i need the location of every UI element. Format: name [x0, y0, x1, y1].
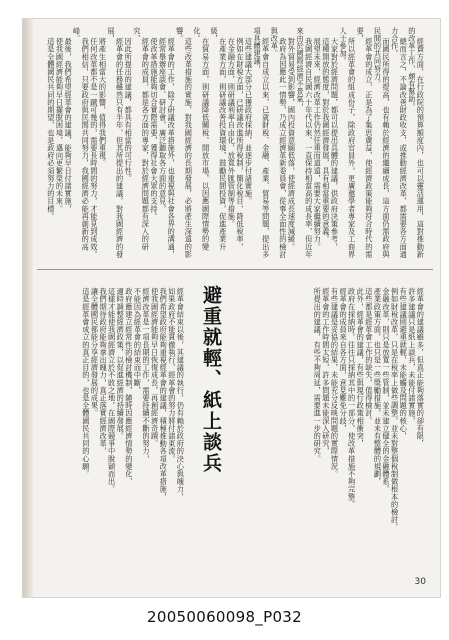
text-col: 有些建議則避重就輕，未能觸及問題的核心，: [399, 287, 409, 440]
text-col: 將產生相當大的影響，值得我們重視。: [98, 37, 108, 167]
text-col: 因此所提出的建議，都具有相當的可行性。: [124, 37, 134, 183]
text-col: 產業政策方面，也只是一些獎勵措施，並未有整體的規劃，: [373, 287, 383, 486]
text-col: 我國經濟自民國六十年代以來，一直保持相當高的成長率，但近年來由於國際經濟不景氣，: [296, 27, 314, 259]
text-col: 適時調整經濟政策，以促進經濟的持續發展。: [116, 287, 126, 440]
text-col: 不能因為經革會的結束而中斷，: [133, 287, 143, 395]
text-col: 這些建議大部分已獲政府採納，並逐步付諸實施。: [244, 37, 254, 205]
text-col: 經革會的成員來自各方面，意見難免分歧，: [339, 287, 349, 433]
text-col: 經革會的任務雖然只有半年，但其所提出的建議，對我國經濟的發展，: [107, 27, 125, 259]
text-col: 經革會結束以後，其建議的執行，仍有賴於政府的決心與魄力，: [176, 287, 186, 501]
text-col: 經革會的建議雖多，但真正能夠落實的卻有限，: [416, 287, 426, 448]
text-col: 任何改革都不是一蹴可幾的，需要長時間的努力，才能見到成效。: [89, 37, 99, 259]
text-col: 這是全體國民共同的期望，也是政府必須努力的目標。: [46, 37, 56, 221]
text-col: 此外，經革會的建議，有些與現行政策相衝突，: [356, 287, 366, 448]
text-col: 經費方面，在行政院的預算額度內，也可以靈活運用，這對推動新的改革工作，頗有幫助。: [407, 27, 426, 259]
text-col: 這樣才能使我國經濟立於不敗之地，在國際競爭中脫穎而出。: [107, 287, 117, 493]
text-col: 對外貿易受到影響，國內投資意願低落，使經濟成長速度減緩。: [287, 37, 297, 251]
band-divider: [37, 269, 433, 270]
text-col: 最後，我們希望經革會的建議，能夠早日付諸實施，: [64, 37, 74, 213]
text-col: 經革會的工作時間太短，許多問題未能深入研究，: [321, 287, 331, 455]
page-number: 30: [414, 577, 426, 587]
text-col: 這些改革措施的實施，對我國經濟的長期發展，必將產生深遠的影響。: [175, 27, 194, 259]
top-text-block: [37, 27, 433, 263]
section-heading: 避重就輕、紙上談兵: [200, 285, 222, 474]
text-col: 這些都是經革會工作的缺失，值得檢討。: [364, 287, 374, 425]
text-col: 政府應建立經常性的檢討機制，隨時因應經濟情勢的變化，: [124, 287, 134, 486]
bottom-text-block-right: [235, 277, 433, 577]
text-col: 展望未來，經濟改革工作仍然任重而道遠，需要大家繼續努力。: [313, 37, 323, 251]
text-col: 經革會的成立，正是為了集思廣益，使經濟政策能夠符合時代的需要，: [356, 27, 374, 259]
text-col: 使我國經濟能夠早日恢復成長，再創經濟奇蹟。: [150, 287, 160, 448]
text-col: 在產業方面，則研議改善投資環境，鼓勵民間投資，促進產業升級，: [210, 27, 228, 251]
text-col: 在金融方面，則研議利率自由化，放寬外匯管制等措施。: [227, 37, 237, 228]
text-col: 而國民所得的提高，也有賴於經濟的繼續成長，這方面仍需政府與民間的共同努力。: [373, 27, 392, 259]
text-col: 金融改革，則只是放寬一些管制，並未建立健全的金融體系。: [382, 287, 392, 493]
text-col: 這種開放的態度，對於我國經濟發展，具有相當重要的意義。: [321, 37, 331, 243]
text-col: 使改革措施能夠切合實際需要，獲得社會大眾的支持。: [150, 37, 159, 221]
text-col: 所以經革會的組成份子，除政府官員外，更廣邀學者專家及工商界人士參加。: [339, 27, 357, 259]
text-col: 政府為因應此一情勢，乃成立經濟革新委員會，從事全面性的檢討與改革。: [270, 27, 288, 259]
bottom-text-block-left: [37, 277, 193, 577]
text-col: 經革會自成立以來，已就財稅、金融、產業、貿易等問題，提出多項具體建議，: [253, 27, 271, 259]
text-col: 經濟改革是一項長期的工作，需要持續不斷的努力，: [142, 287, 152, 463]
text-col: 在貿易方面，則研議降低關稅，開放市場，以因應國際情勢的變化。: [192, 27, 211, 251]
text-col: 讓全體國民都能分享經濟發展的成果。: [90, 287, 100, 417]
text-col: 例如在財稅方面，已研議改進所得稅制，簡化稅目，降低稅率，: [235, 37, 245, 251]
text-col: 我們相信，只要政府與民間共同努力，我國經濟必能再創新的高峰。: [72, 27, 91, 251]
text-col: 政府在採納時，往往只採納其中的一部分，使改革措施不夠完整。: [347, 287, 357, 509]
text-col: 經常舉辦座談會、研討會，廣泛聽取各方面的意見，: [158, 37, 168, 213]
text-col: 這是經革會成立的真正目的，也是全體國民共同的心願。: [81, 287, 91, 478]
text-col: 有些建議是妥協的結果，未能充分反映問題的實際情況。: [330, 287, 340, 478]
text-col: 經革會的工作，除了研議改革措施外，也重視與社會各界的溝通，: [167, 37, 177, 259]
text-col: 經革會的成員，都是各方面的專家，對於經濟問題都有深入的研究，: [132, 27, 151, 251]
text-col: 我們期待政府能夠拿出魄力，真正落實經濟改革，: [99, 287, 109, 455]
text-col: 我們希望政府能夠重視經革會的建議，積極推動各項改革措施，: [159, 287, 169, 501]
image-caption: 20050060098_P032: [147, 608, 302, 626]
text-col: 使我國經濟能夠早日擺脫困境，邁向更繁榮的未來。: [55, 37, 65, 213]
text-col: 總而言之，不論改善財政收支，或推動經濟改革，都需要各方面通力合作，: [390, 27, 409, 259]
text-col: 所提出的建議，有些不夠周延，需要進一步的研究。: [313, 287, 323, 463]
text-col: 許多建議只是紙上談兵，未能付諸實施，: [407, 287, 417, 425]
page-spine: [23, 19, 33, 597]
text-col: 例如財稅改革，只是在稅率上做些調整，並未對整個稅制做根本的檢討，: [390, 287, 400, 531]
text-col: 大家對於經濟問題，都可以提出具體的建議，供政府決策參考，: [330, 37, 340, 251]
text-col: 如果政府不能貫徹執行，經革會的努力將付諸東流。: [167, 287, 177, 463]
document-page: [22, 18, 441, 598]
